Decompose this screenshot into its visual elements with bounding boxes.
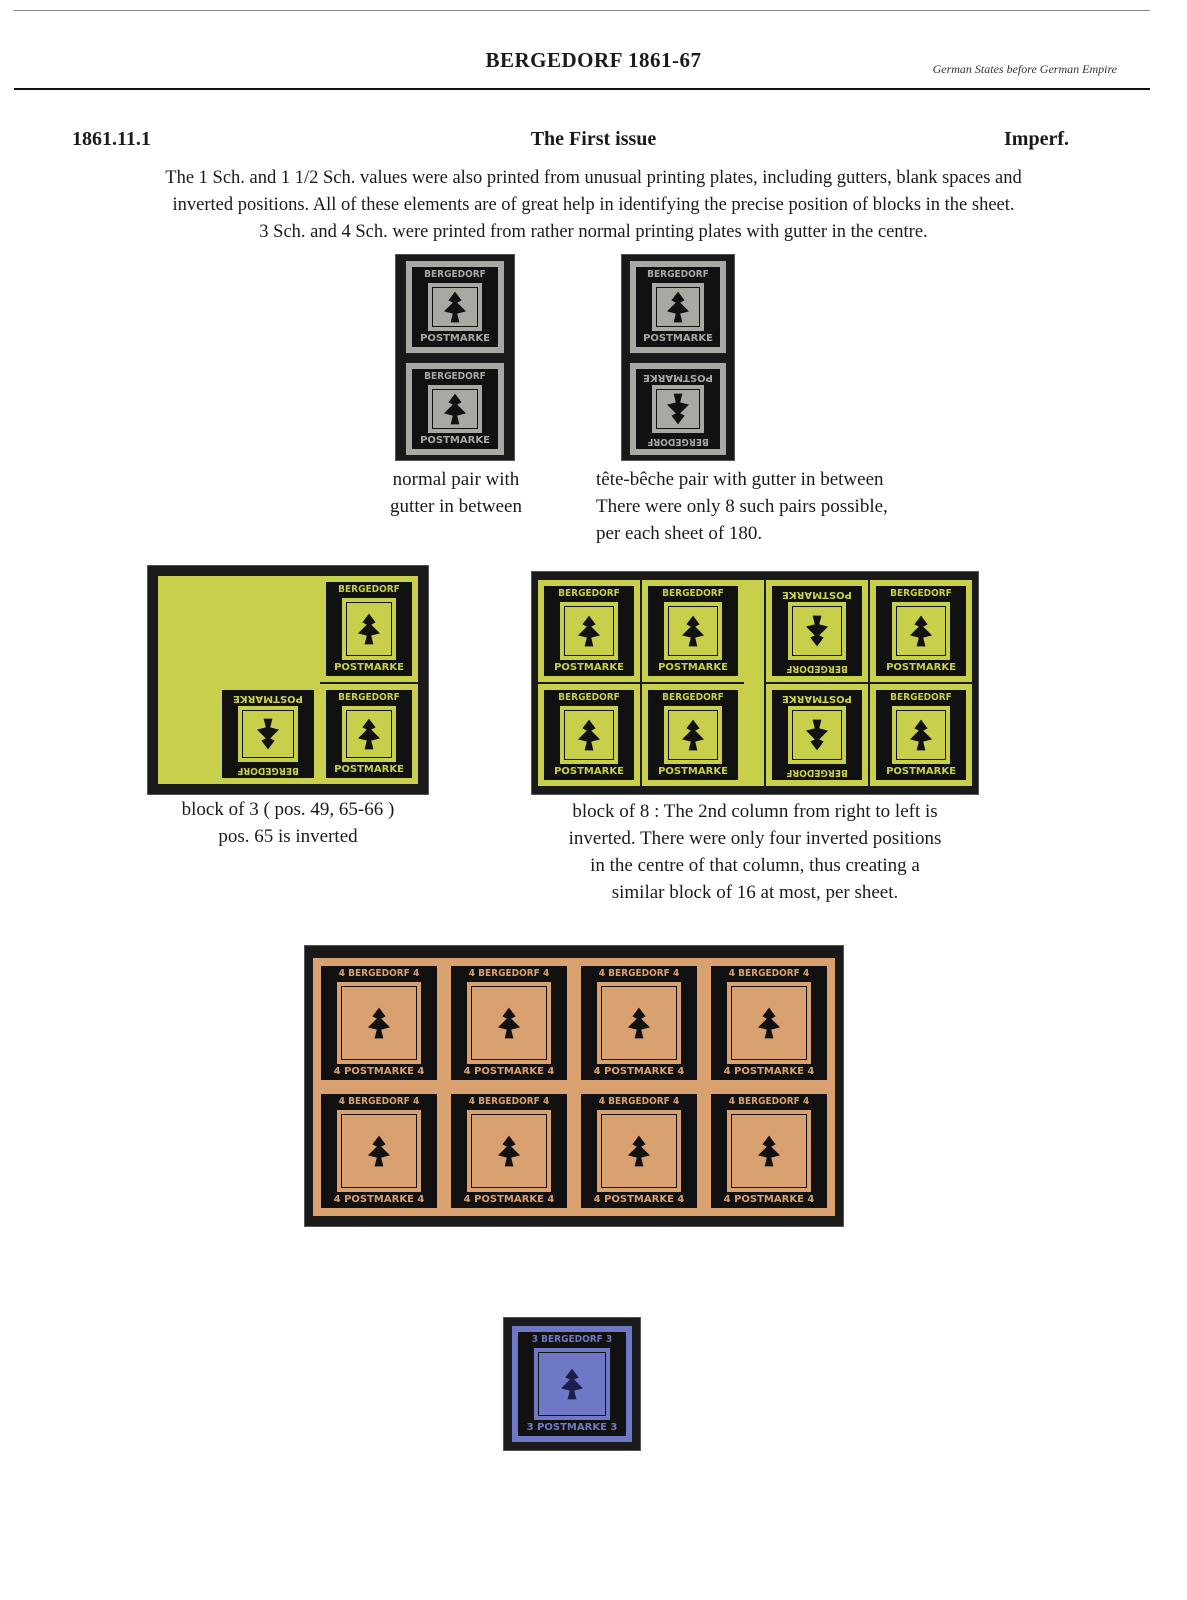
caption-normal-pair bbox=[356, 466, 556, 520]
stamp-block-of-3 bbox=[148, 566, 428, 794]
stamp-orange: 4 BERGEDORF 4 4 POSTMARKE 4 bbox=[705, 1088, 833, 1214]
stamp-orange: 4 BERGEDORF 4 4 POSTMARKE 4 bbox=[705, 960, 833, 1086]
stamp-orange: 4 BERGEDORF 4 4 POSTMARKE 4 bbox=[445, 960, 573, 1086]
intro-line-1: The 1 Sch. and 1 1/2 Sch. values were also printed from unusual printing plates, including gutters, blank spaces and bbox=[165, 168, 1022, 188]
caption-line: per each sheet of 180. bbox=[596, 523, 763, 544]
caption-line: gutter in between bbox=[390, 496, 522, 517]
stamp-yellow: BERGEDORF POSTMARKE bbox=[642, 580, 744, 682]
stamp-yellow: BERGEDORF POSTMARKE bbox=[870, 684, 972, 786]
stamp-yellow-inverted: BERGEDORF POSTMARKE bbox=[216, 684, 320, 784]
stamp-orange: 4 BERGEDORF 4 4 POSTMARKE 4 bbox=[575, 960, 703, 1086]
issue-name: The First issue bbox=[530, 128, 657, 150]
stamp-1sch-inverted: BERGEDORF POSTMARKE bbox=[630, 363, 726, 455]
stamp-yellow: BERGEDORF POSTMARKE bbox=[320, 684, 418, 784]
stamp-block-4sch bbox=[305, 946, 843, 1226]
caption-line: pos. 65 is inverted bbox=[218, 826, 358, 847]
stamp-single-3sch bbox=[504, 1318, 640, 1450]
issue-type: Imperf. bbox=[1004, 128, 1069, 150]
stamp-1sch-upright: BERGEDORF POSTMARKE bbox=[630, 261, 726, 353]
header-rule bbox=[14, 88, 1150, 90]
intro-line-3: 3 Sch. and 4 Sch. were printed from rather normal printing plates with gutter in the centre. bbox=[259, 222, 928, 242]
intro-line-2: inverted positions. All of these elements are of great help in identifying the precise position of blocks in the sheet. bbox=[172, 195, 1015, 215]
caption-line: block of 3 ( pos. 49, 65-66 ) bbox=[181, 799, 395, 820]
gutter bbox=[744, 580, 764, 786]
stamp-block-of-8 bbox=[532, 572, 978, 794]
stamp-orange: 4 BERGEDORF 4 4 POSTMARKE 4 bbox=[315, 1088, 443, 1214]
page-title: BERGEDORF 1861-67 bbox=[485, 48, 702, 72]
stamp-orange: 4 BERGEDORF 4 4 POSTMARKE 4 bbox=[575, 1088, 703, 1214]
caption-block-of-8 bbox=[500, 798, 1010, 906]
stamp-orange: 4 BERGEDORF 4 4 POSTMARKE 4 bbox=[315, 960, 443, 1086]
stamp-yellow: BERGEDORF POSTMARKE bbox=[538, 580, 640, 682]
intro-text bbox=[20, 165, 1167, 246]
stamp-pair-normal bbox=[396, 255, 514, 460]
issue-date: 1861.11.1 bbox=[72, 128, 151, 150]
caption-line: There were only 8 such pairs possible, bbox=[596, 496, 888, 517]
caption-line: normal pair with bbox=[392, 469, 520, 490]
stamp-blue: 3 BERGEDORF 3 3 POSTMARKE 3 bbox=[512, 1326, 632, 1442]
caption-line: inverted. There were only four inverted positions bbox=[568, 828, 942, 849]
blank-sheet-space bbox=[158, 686, 216, 784]
blank-sheet-space bbox=[158, 576, 320, 686]
stamp-yellow: BERGEDORF POSTMARKE bbox=[870, 580, 972, 682]
stamp-orange: 4 BERGEDORF 4 4 POSTMARKE 4 bbox=[445, 1088, 573, 1214]
page-subtitle: German States before German Empire bbox=[932, 62, 1117, 76]
stamp-pair-tete-beche bbox=[622, 255, 734, 460]
stamp-yellow: BERGEDORF POSTMARKE bbox=[538, 684, 640, 786]
caption-line: similar block of 16 at most, per sheet. bbox=[611, 882, 899, 903]
stamp-1sch-top: BERGEDORF POSTMARKE bbox=[406, 261, 504, 353]
caption-line: in the centre of that column, thus creating a bbox=[590, 855, 920, 876]
caption-line: tête-bêche pair with gutter in between bbox=[596, 469, 884, 490]
stamp-1sch-bottom: BERGEDORF POSTMARKE bbox=[406, 363, 504, 455]
caption-line: block of 8 : The 2nd column from right to left is bbox=[572, 801, 938, 822]
top-border-line bbox=[14, 10, 1150, 11]
caption-tete-beche bbox=[596, 466, 996, 547]
stamp-yellow: BERGEDORF POSTMARKE bbox=[320, 576, 418, 682]
stamp-yellow-inverted: BERGEDORF POSTMARKE bbox=[766, 580, 868, 682]
stamp-yellow-inverted: BERGEDORF POSTMARKE bbox=[766, 684, 868, 786]
caption-block-of-3 bbox=[138, 796, 438, 850]
stamp-yellow: BERGEDORF POSTMARKE bbox=[642, 684, 744, 786]
